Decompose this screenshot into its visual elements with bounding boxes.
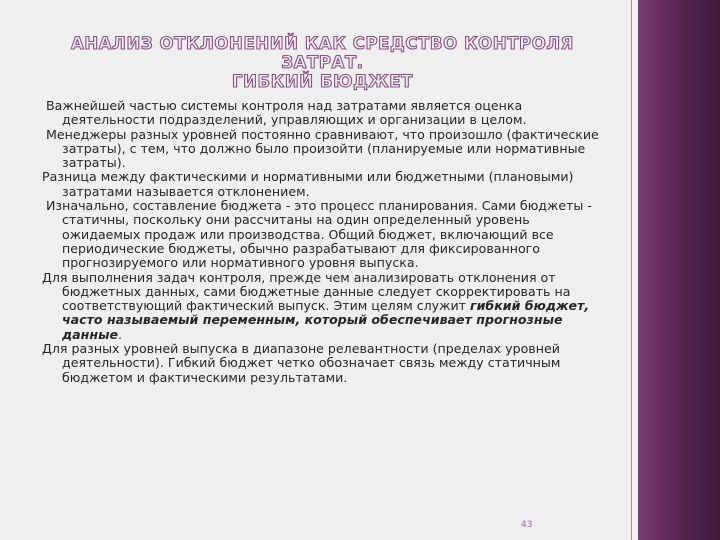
paragraph-5 xyxy=(42,271,602,342)
slide-body xyxy=(42,99,602,385)
slide-title xyxy=(40,34,605,91)
paragraph-1: Важнейшей частью системы контроля над затратами является оценка деятельности подразделений, управляющих и организации в целом. xyxy=(46,98,527,128)
paragraph-5-tail: . xyxy=(118,326,123,342)
paragraph-5-emphasis: гибкий бюджет, часто называемый переменным, который обеспечивает прогнозные данные xyxy=(62,298,590,342)
paragraph-5-text: Для выполнения задач контроля, прежде чем анализировать отклонения от бюджетных данных, сами бюджетные данные следует скорректировать на соответствующий фактический выпуск. Этим целям служит xyxy=(42,269,571,314)
paragraph-6: Для разных уровней выпуска в диапазоне релевантности (пределах уровней деятельности). Гибкий бюджет четко обозначает связь между статичным бюджетом и фактическими результатами. xyxy=(42,341,561,385)
slide-title-line-1: АНАЛИЗ ОТКЛОНЕНИЙ КАК СРЕДСТВО КОНТРОЛЯ ЗАТРАТ. xyxy=(71,34,574,72)
decorative-side-band xyxy=(638,0,720,540)
paragraph-4: Изначально, составление бюджета - это процесс планирования. Сами бюджеты - статичны, поскольку они рассчитаны на один определенный уровень ожидаемых продаж или производства. Общий бюджет, включающий все периодические бюджеты, обычно разрабатывают для фиксированного прогнозируемого или нормативного уровня выпуска. xyxy=(46,198,592,271)
page-number: 43 xyxy=(521,520,533,530)
decorative-divider-line xyxy=(631,0,632,540)
paragraph-3: Разница между фактическими и нормативными или бюджетными (плановыми) затратами называется отклонением. xyxy=(42,169,574,199)
slide-title-line-2: ГИБКИЙ БЮДЖЕТ xyxy=(232,72,413,91)
paragraph-2: Менеджеры разных уровней постоянно сравнивают, что произошло (фактические затраты), с тем, что должно было произойти (планируемые или нормативные затраты). xyxy=(46,126,599,171)
